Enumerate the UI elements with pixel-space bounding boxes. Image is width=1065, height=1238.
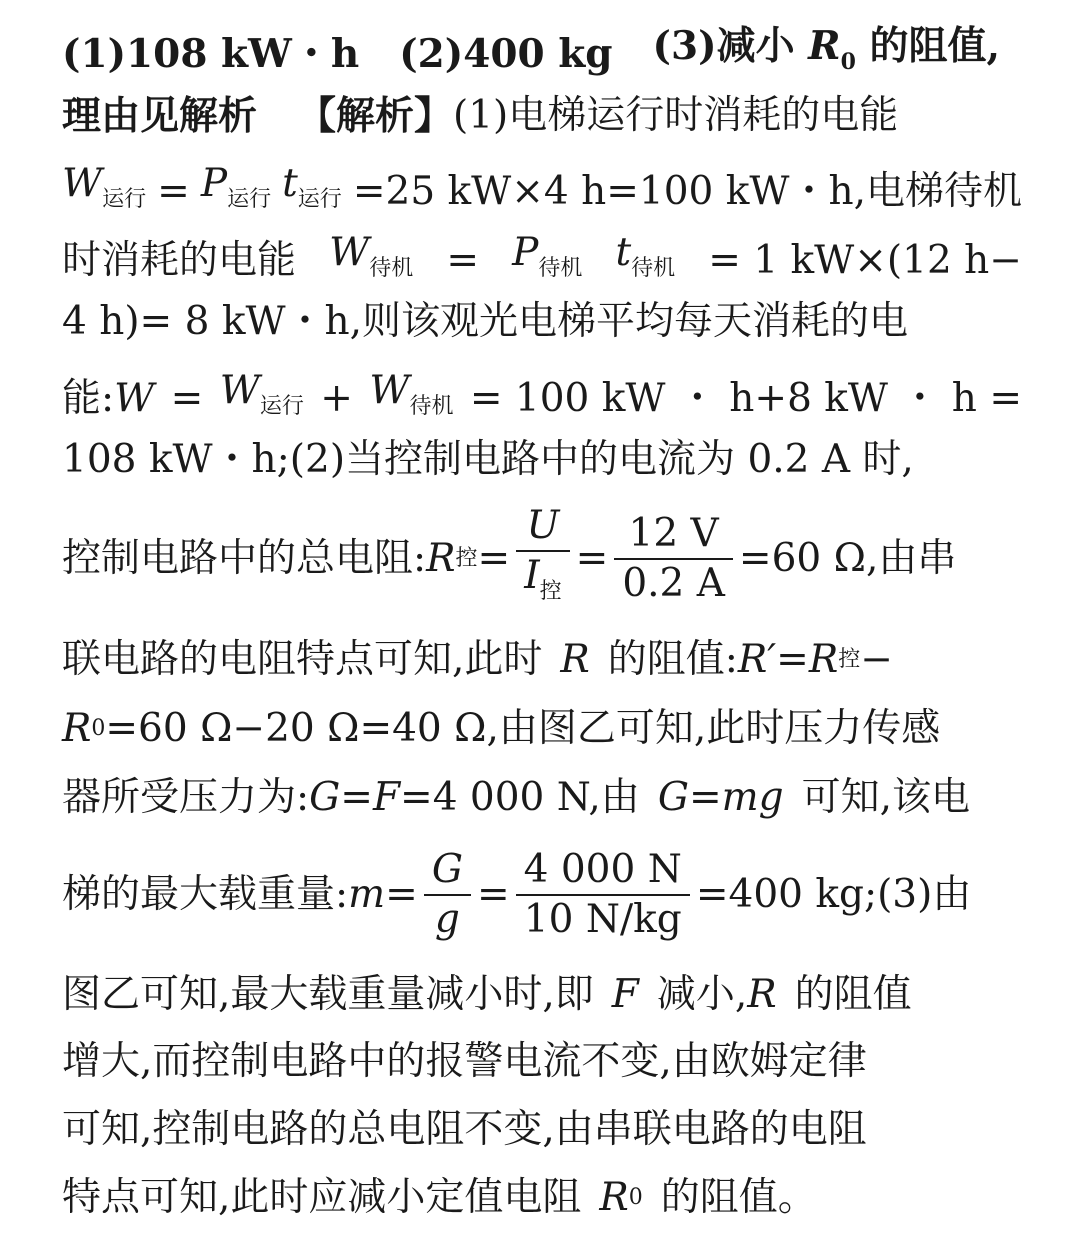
reason-text: 理由见解析 (62, 93, 258, 139)
solution-line-2 (62, 92, 1022, 140)
solution-line-3: $W_{运行}$ = $P_{运行}$ $t_{运行}$ =25 kW×4 h=100 kW・h,电梯待机 (62, 161, 1022, 214)
solution-line-9: 联电路的电阻特点可知,此时 R 的阻值: R′ = R 控 − (62, 637, 893, 682)
solution-line-15: 可知,控制电路的总电阻不变,由串联电路的电阻 (62, 1107, 867, 1152)
fraction-u-over-i: $\frac{U}{I_控}$ (516, 504, 569, 614)
solution-line-8: 控制电路中的总电阻: R 控 = $\frac{U}{I_控}$ = $\frac{12 V}{0.2 A}$ =60 Ω,由串 (62, 509, 1022, 609)
answer-line (62, 22, 1022, 86)
solution-line-4: 时消耗的电能 $W_{待机}$ = $P_{待机}$ $t_{待机}$ = 1 kW×(12 h− (62, 230, 1022, 283)
solution-line-7: 108 kW・h;(2)当控制电路中的电流为 0.2 A 时, (62, 437, 914, 482)
solution-line-12: 梯的最大载重量: m = $\frac{G}{g}$ = $\frac{4 000 N}{10 N/kg}$ =400 kg;(3)由 (62, 847, 972, 942)
solution-line-11: 器所受压力为: G=F =4 000 N,由 G=mg 可知,该电 (62, 775, 970, 820)
solution-line-6: 能:W = $W_{运行}$ + $W_{待机}$ = 100 kW ・ h+8 kW ・ h = (62, 368, 1022, 421)
solution-line-16: 特点可知,此时应减小定值电阻 R 0 的阻值。 (62, 1175, 817, 1220)
solution-line-10: R 0 =60 Ω−20 Ω=40 Ω,由图乙可知,此时压力传感 (62, 706, 941, 751)
answer-part-3: (3)减小 $R_0$ 的阻值, (652, 23, 1001, 75)
analysis-tag: 【解析】 (297, 93, 454, 139)
solution-line-13: 图乙可知,最大载重量减小时,即 F 减小, R 的阻值 (62, 972, 912, 1017)
solution-line-14: 增大,而控制电路中的报警电流不变,由欧姆定律 (62, 1039, 867, 1084)
answer-part-2: (2)400 kg (399, 31, 613, 77)
solution-text: (1)电梯运行时消耗的电能 (453, 93, 899, 138)
solution-line-5: 4 h)= 8 kW・h,则该观光电梯平均每天消耗的电 (62, 299, 909, 344)
fraction-12v-over-0-2a: $\frac{12 V}{0.2 A}$ (614, 512, 733, 606)
answer-part-1: (1)108 kW・h (62, 31, 360, 77)
fraction-4000n-over-10nkg: $\frac{4 000 N}{10 N/kg}$ (516, 848, 690, 942)
fraction-g-over-g: $\frac{G}{g}$ (424, 848, 471, 942)
